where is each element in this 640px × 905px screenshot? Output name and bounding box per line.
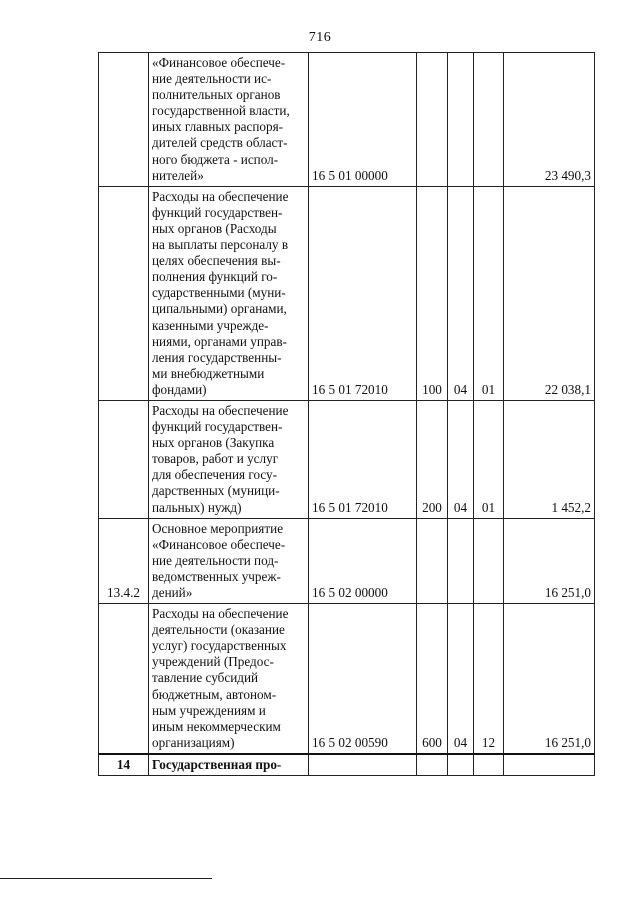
row-name [149,604,309,754]
row-number [99,186,149,400]
table-row [99,754,595,776]
row-name [149,400,309,518]
row-name-text: Расходы на обеспечение функций государствен- ных органов (Закупка товаров, работ и услуг для обеспечения госу- дарственных (муници- пальных) нужд) [152,402,289,515]
row-name [149,754,309,776]
target-article-code: 16 5 01 72010 [309,400,417,518]
row-number: 13.4.2 [99,518,149,603]
expense-type-code [417,754,448,776]
table-row [99,186,595,400]
subsection-code: 01 [474,400,504,518]
amount: 22 038,1 [504,186,595,400]
row-number: 14 [99,754,149,776]
row-name-text: Государственная про- [152,756,282,772]
subsection-code [474,518,504,603]
subsection-code [474,53,504,187]
table-row [99,400,595,518]
subsection-code: 01 [474,186,504,400]
footnote-divider [0,878,212,879]
amount: 23 490,3 [504,53,595,187]
amount [504,754,595,776]
section-code [448,53,474,187]
expense-type-code [417,53,448,187]
target-article-code [309,754,417,776]
row-name-text: «Финансовое обеспече- ние деятельности ис- полнительных органов государственной власти, иных главных распоря- дителей средств област- ного бюджета - испол- нителей» [152,55,290,183]
section-code: 04 [448,400,474,518]
target-article-code: 16 5 01 00000 [309,53,417,187]
amount: 16 251,0 [504,604,595,754]
row-name [149,186,309,400]
expense-type-code [417,518,448,603]
row-name-text: Расходы на обеспечение функций государствен- ных органов (Расходы на выплаты персоналу в целях обеспечения вы- полнения функций го- сударственными (муни- ципальными) органами, казенными учрежде- ниями, органами управ- ления государственны- ми внебюджетными фондами) [152,188,289,397]
row-name-text: Расходы на обеспечение деятельности (оказание услуг) государственных учреждений (Предос- тавление субсидий бюджетным, автоном- ным учреждениям и иным некоммерческим организациям) [152,606,289,750]
expense-type-code: 200 [417,400,448,518]
section-code [448,754,474,776]
subsection-code [474,754,504,776]
section-code [448,518,474,603]
amount: 16 251,0 [504,518,595,603]
row-number [99,400,149,518]
section-code: 04 [448,604,474,754]
row-name [149,518,309,603]
row-number [99,604,149,754]
target-article-code: 16 5 01 72010 [309,186,417,400]
subsection-code: 12 [474,604,504,754]
budget-table [98,52,595,776]
page-number: 716 [308,30,332,45]
target-article-code: 16 5 02 00590 [309,604,417,754]
table-row [99,518,595,603]
row-name-text: Основное мероприятие «Финансовое обеспече- ние деятельности под- ведомственных учреж- дений» [152,520,286,600]
amount: 1 452,2 [504,400,595,518]
table-row [99,53,595,187]
target-article-code: 16 5 02 00000 [309,518,417,603]
table-row [99,604,595,754]
expense-type-code: 100 [417,186,448,400]
row-number [99,53,149,187]
section-code: 04 [448,186,474,400]
row-name [149,53,309,187]
expense-type-code: 600 [417,604,448,754]
